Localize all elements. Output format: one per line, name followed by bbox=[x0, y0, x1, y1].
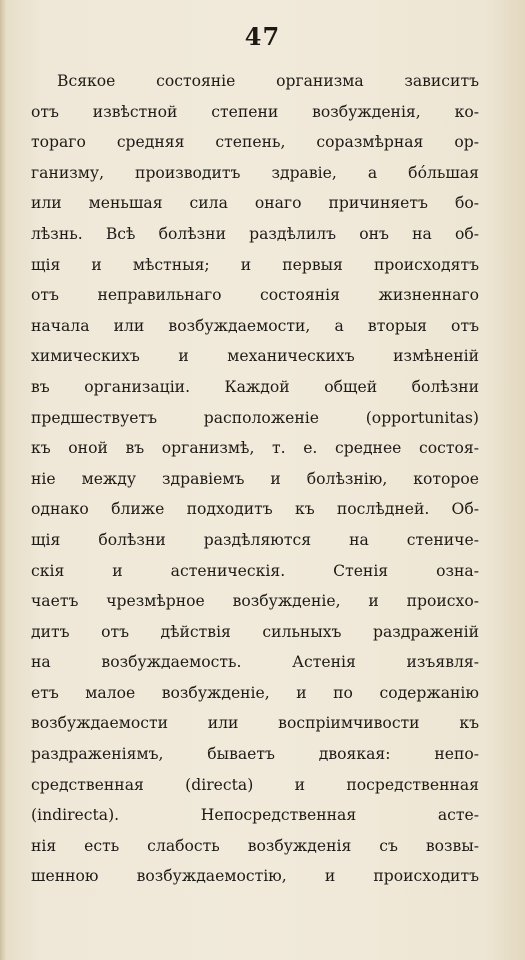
text-line: чаетъ чрезмѣрное возбужденіе, и происхо- bbox=[31, 592, 479, 611]
text-line: дитъ отъ дѣйствія сильныхъ раздраженій bbox=[31, 622, 479, 641]
text-line: въ организаціи. Каждой общей болѣзни bbox=[31, 377, 479, 396]
text-line: начала или возбуждаемости, а вторыя отъ bbox=[31, 316, 479, 335]
text-line: ганизму, производитъ здравіе, а бо́льшая bbox=[31, 163, 479, 182]
text-line: тораго средняя степень, соразмѣрная ор- bbox=[31, 133, 479, 152]
text-line: нія есть слабость возбужденія съ возвы- bbox=[31, 836, 479, 855]
text-line: средственная (directa) и посредственная bbox=[31, 775, 479, 794]
text-line: или меньшая сила онаго причиняетъ бо- bbox=[31, 194, 479, 213]
text-line: къ оной въ организмѣ, т. е. среднее состоя- bbox=[31, 439, 479, 458]
text-line: щія болѣзни раздѣляются на стениче- bbox=[31, 530, 479, 549]
text-line: отъ неправильнаго состоянія жизненнаго bbox=[31, 286, 479, 305]
text-line: химическихъ и механическихъ измѣненій bbox=[31, 347, 479, 366]
body-text bbox=[31, 66, 479, 892]
text-line: однако ближе подходитъ къ послѣдней. Об- bbox=[31, 500, 479, 519]
text-line: возбуждаемости или воспріимчивости къ bbox=[31, 714, 479, 733]
page-edge-shadow bbox=[0, 0, 6, 960]
text-line: Всякое состояніе организма зависитъ bbox=[57, 72, 479, 90]
text-line: раздраженіямъ, бываетъ двоякая: непо- bbox=[31, 745, 479, 764]
text-line: ніе между здравіемъ и болѣзнію, которое bbox=[31, 469, 479, 488]
text-line: отъ извѣстной степени возбужденія, ко- bbox=[31, 102, 479, 121]
text-line: шенною возбуждаемостію, и происходитъ bbox=[31, 867, 479, 886]
text-line: предшествуетъ расположеніе (opportunitas) bbox=[31, 408, 479, 427]
text-line: лѣзнь. Всѣ болѣзни раздѣлилъ онъ на об- bbox=[31, 224, 479, 243]
text-line: етъ малое возбужденіе, и по содержанію bbox=[31, 683, 479, 702]
page-number: 47 bbox=[244, 22, 281, 51]
text-line: щія и мѣстныя; и первыя происходятъ bbox=[31, 255, 479, 274]
text-line: (indirecta). Непосредственная асте- bbox=[31, 806, 479, 825]
text-line: скія и астеническія. Стенія озна- bbox=[31, 561, 479, 580]
text-line: на возбуждаемость. Астенія изъявля- bbox=[31, 653, 479, 672]
